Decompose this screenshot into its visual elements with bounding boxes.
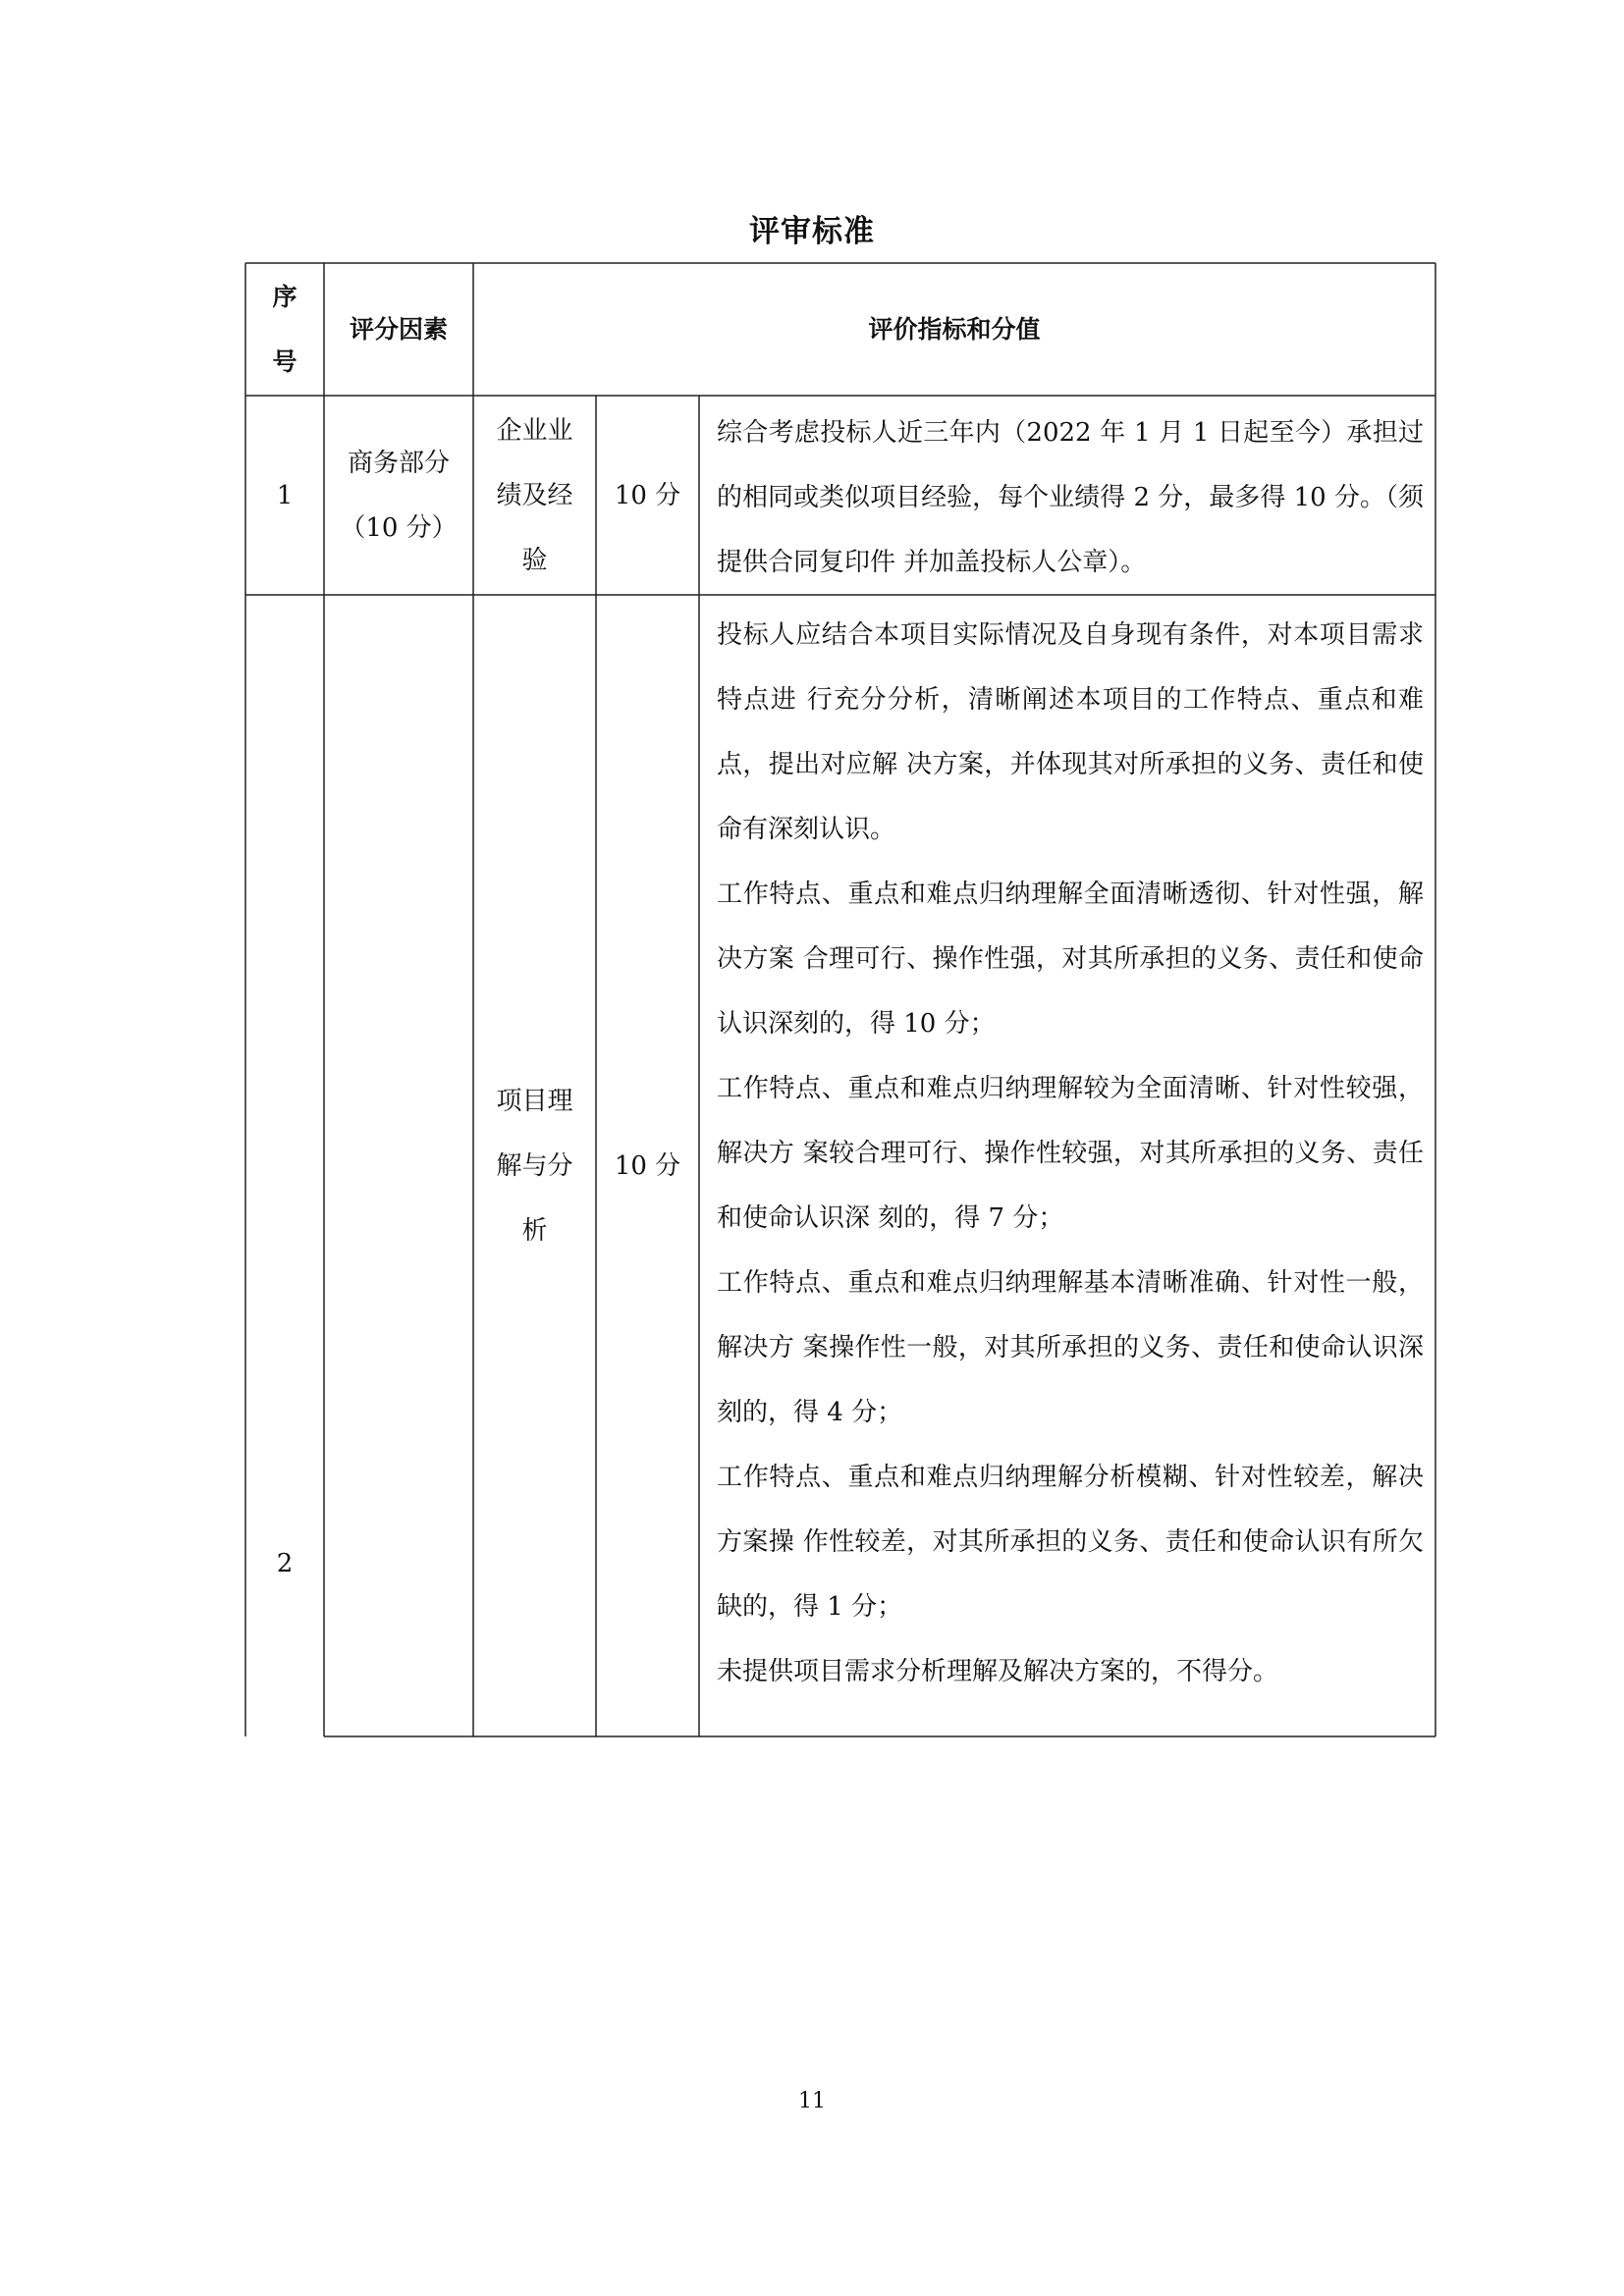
row2-factor xyxy=(324,595,473,1736)
row1-item-line2: 绩及经 xyxy=(496,480,573,510)
row1-item-line1: 企业业 xyxy=(496,415,573,446)
header-seq-line2: 号 xyxy=(272,347,298,376)
row1-item-line3: 验 xyxy=(521,545,548,575)
row1-factor xyxy=(324,396,473,595)
row2-criteria-paragraph-1: 投标人应结合本项目实际情况及自身现有条件，对本项目需求特点进 行充分分析，清晰阐述本项目的工作特点、重点和难点，提出对应解 决方案，并体现其对所承担的义务、责任和使命有深刻认识。 xyxy=(717,620,1424,844)
header-seq xyxy=(245,263,324,396)
header-factor: 评分因素 xyxy=(349,314,448,344)
row2-item-line2: 解与分 xyxy=(496,1150,573,1181)
row2-item-line1: 项目理 xyxy=(496,1086,573,1116)
row2-criteria-paragraph-4: 工作特点、重点和难点归纳理解基本清晰准确、针对性一般，解决方 案操作性一般，对其所承担的义务、责任和使命认识深刻的，得 4 分； xyxy=(717,1268,1424,1427)
row1-seq: 1 xyxy=(276,480,294,510)
row1-criteria-paragraph: 综合考虑投标人近三年内（2022 年 1 月 1 日起至今）承担过的相同或类似项目经验，每个业绩得 2 分，最多得 10 分。（须提供合同复印件 并加盖投标人公章）。 xyxy=(717,418,1424,577)
row2-criteria-paragraph-3: 工作特点、重点和难点归纳理解较为全面清晰、针对性较强，解决方 案较合理可行、操作性较强，对其所承担的义务、责任和使命认识深 刻的，得 7 分； xyxy=(717,1074,1424,1233)
row2-item-line3: 析 xyxy=(521,1215,548,1246)
row2-criteria-paragraph-6: 未提供项目需求分析理解及解决方案的，不得分。 xyxy=(717,1657,1279,1686)
page-number: 11 xyxy=(798,2089,826,2113)
row2-item xyxy=(473,595,596,1736)
row2-criteria-paragraph-5: 工作特点、重点和难点归纳理解分析模糊、针对性较差，解决方案操 作性较差，对其所承担的义务、责任和使命认识有所欠缺的，得 1 分； xyxy=(717,1463,1424,1622)
row1-score: 10 分 xyxy=(614,480,681,510)
row1-factor-line1: 商务部分 xyxy=(347,448,450,478)
header-criteria: 评价指标和分值 xyxy=(868,314,1041,344)
row1-factor-line2: （10 分） xyxy=(340,512,458,543)
header-seq-line1: 序 xyxy=(272,282,298,311)
row2-seq: 2 xyxy=(276,1549,294,1578)
row1-criteria xyxy=(699,400,1435,595)
row1-item xyxy=(473,396,596,595)
row2-score: 10 分 xyxy=(614,1150,681,1181)
row2-criteria xyxy=(699,603,1435,1704)
document-title: 评审标准 xyxy=(749,214,875,249)
row2-criteria-paragraph-2: 工作特点、重点和难点归纳理解全面清晰透彻、针对性强，解决方案 合理可行、操作性强，对其所承担的义务、责任和使命认识深刻的，得 10 分； xyxy=(717,880,1424,1039)
